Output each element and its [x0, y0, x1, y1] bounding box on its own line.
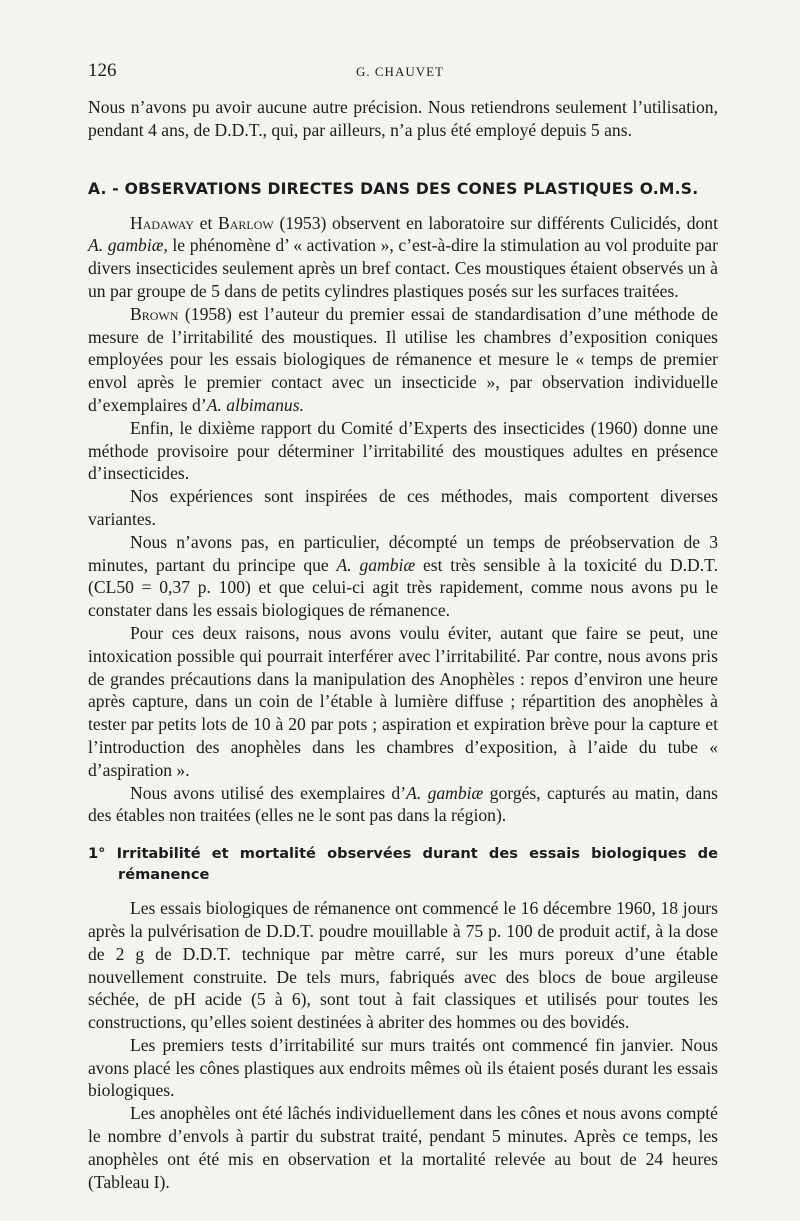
subsection-1-heading: 1° Irritabilité et mortalité observées durant des essais biologiques de rémanence [88, 845, 718, 884]
paragraph-precautions: Pour ces deux raisons, nous avons voulu éviter, autant que faire se peut, une intoxication possible qui pourrait interférer avec l’irritabilité. Par contre, nous avons pris de grandes précautions dans la manipulation des Anophèles : repos d’environ une heure après capture, dans un coin de l’étable à lumière diffuse ; répartition des anophèles à tester par petits lots de 10 à 20 par pots ; aspiration et expiration brève pour la capture et l’introduction des anophèles dans les chambres d’exposition, à l’aide du tube « d’aspiration ». [88, 622, 718, 780]
section-a-heading: A. - OBSERVATIONS DIRECTES DANS DES CONES PLASTIQUES O.M.S. [88, 179, 699, 198]
author-name: Brown [130, 303, 179, 324]
species-name: A. gambiæ [336, 554, 416, 575]
paragraph-premiers-tests: Les premiers tests d’irritabilité sur murs traités ont commencé fin janvier. Nous avons placé les cônes plastiques aux endroits mêmes où ils étaient posés durant les essais biologiques. [88, 1034, 718, 1101]
species-name: A. gambiæ [406, 782, 484, 803]
paragraph-preobservation: Nous n’avons pas, en particulier, décompté un temps de préobservation de 3 minutes, partant du principe que A. gambiæ est très sensible à la toxicité du D.D.T. (CL50 = 0,37 p. 100) et que celui-ci agit très rapidement, comme nous avons pu le constater dans les essais biologiques de rémanence. [88, 531, 719, 621]
page-number: 126 [88, 60, 117, 81]
paragraph-essais: Les essais biologiques de rémanence ont commencé le 16 décembre 1960, 18 jours après la pulvérisation de D.D.T. poudre mouillable à 75 p. 100 de produit actif, à la dose de 2 g de D.D.T. technique par mètre carré, sur les murs poreux d’une étable nouvellement construite. De tels murs, fabriqués avec des blocs de boue argileuse séchée, de pH acide (5 à 6), sont tout à fait classiques et utilisés pour toutes les constructions, qu’elles soient destinées à abriter des hommes ou des bovidés. [88, 898, 718, 1033]
spacer [88, 142, 718, 178]
paragraph-hadaway: Hadaway et Barlow (1953) observent en laboratoire sur différents Culicidés, dont A. gambiæ, le phénomène d’ « activation », c’est-à-dire la stimulation au vol produite par divers insecticides seulement après un bref contact. Ces moustiques étaient observés un à un par groupe de 5 dans de petits cylindres plastiques posés sur les surfaces traitées. [88, 212, 718, 301]
author-name: Hadaway [130, 212, 194, 233]
running-head-author: G. CHAUVET [356, 64, 444, 79]
paragraph-brown: Brown (1958) est l’auteur du premier essai de standardisation d’une méthode de mesure de l’irritabilité des moustiques. Il utilise les chambres d’exposition coniques employées pour les essais biologiques de rémanence et mesure le « temps de premier envol après le premier contact avec un insecticide », par observation individuelle d’exemplaires d’A. albimanus. [88, 303, 718, 415]
paragraph-comite: Enfin, le dixième rapport du Comité d’Experts des insecticides (1960) donne une méthode provisoire pour déterminer l’irritabilité des moustiques adultes en présence d’insecticides. [88, 417, 718, 484]
species-name: A. albimanus. [206, 394, 304, 415]
paragraph-anopheles: Les anophèles ont été lâchés individuellement dans les cônes et nous avons compté le nombre d’envols à partir du substrat traité, pendant 5 minutes. Après ce temps, les anophèles ont été mis en observation et la mortalité relevée au bout de 24 heures (Tableau I). [88, 1103, 718, 1192]
author-name: Barlow [218, 212, 274, 233]
page [88, 60, 718, 1193]
paragraph-experiences: Nos expériences sont inspirées de ces méthodes, mais comportent diverses variantes. [88, 486, 718, 529]
paragraph-exemplaires: Nous avons utilisé des exemplaires d’A. gambiæ gorgés, capturés au matin, dans des étables non traitées (elles ne le sont pas dans la région). [88, 782, 719, 826]
running-head [88, 60, 718, 86]
species-name: A. gambiæ, [88, 235, 168, 256]
intro-paragraph: Nous n’avons pu avoir aucune autre précision. Nous retiendrons seulement l’utilisation, pendant 4 ans, de D.D.T., qui, par ailleurs, n’a plus été employé depuis 5 ans. [88, 97, 718, 140]
